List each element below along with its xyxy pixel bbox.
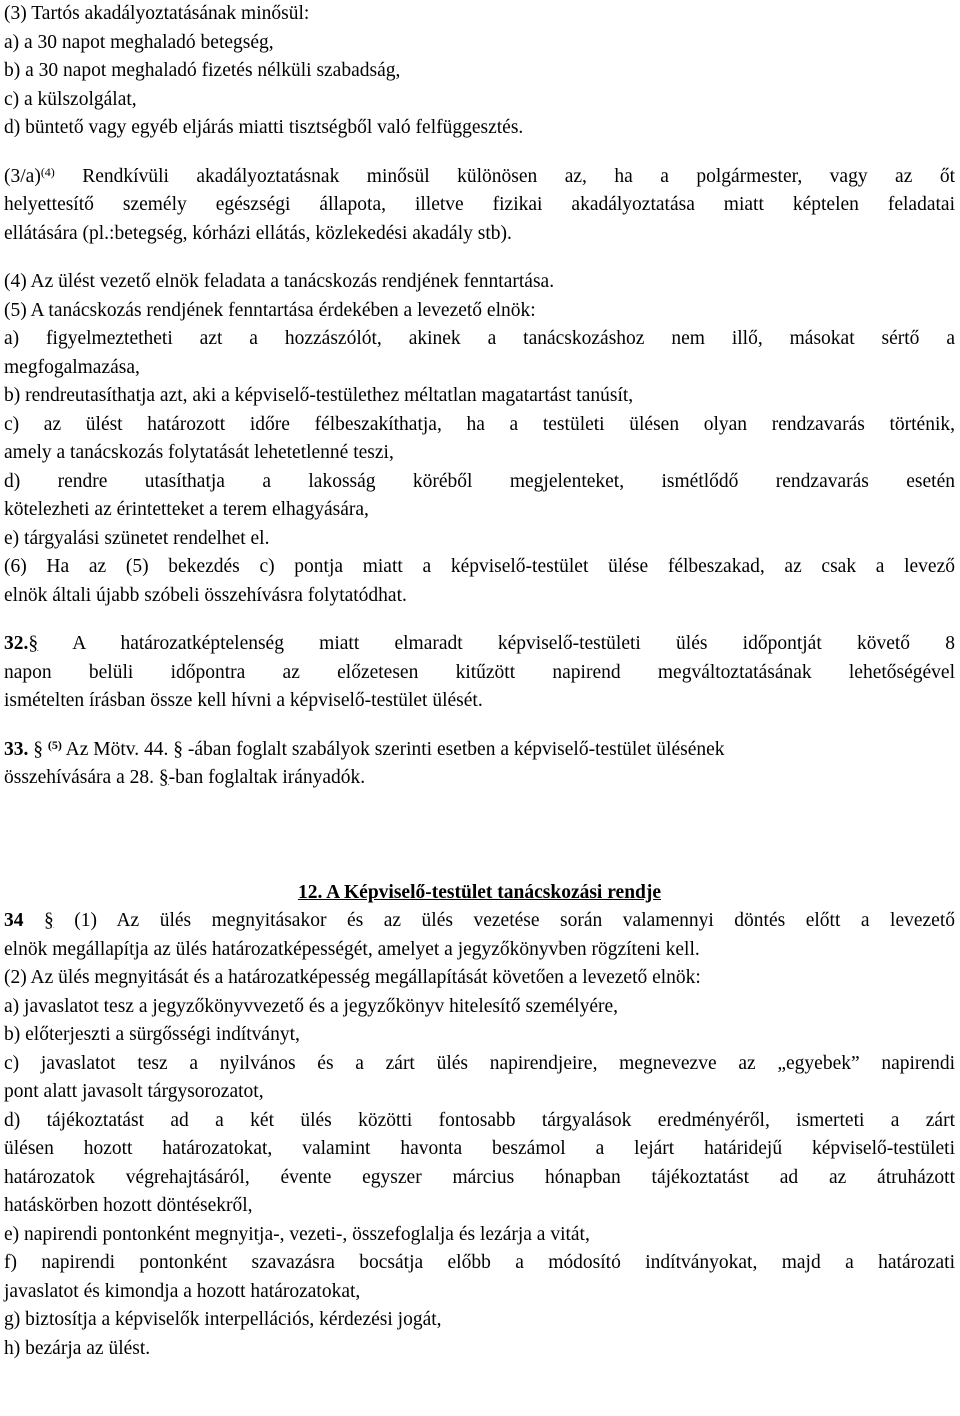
list-item: javaslatot és kimondja a hozott határozatokat, <box>4 1280 361 1302</box>
paragraph-line <box>4 630 955 659</box>
list-item: c) a külszolgálat, <box>4 88 137 110</box>
paragraph-line: helyettesítő személy egészségi állapota, illetve fizikai akadályoztatása miatt képtelen feladatai <box>4 194 955 215</box>
document-page <box>4 0 955 1363</box>
paragraph-text: A határozatképtelenség miatt elmaradt képviselő-testületi ülés időpontját követő 8 <box>38 633 955 654</box>
chapter-heading <box>4 879 955 908</box>
paragraph-text: összehívására a 28. <box>4 767 159 788</box>
paragraph-prefix: (3/a) <box>4 165 41 187</box>
list-item: a) javaslatot tesz a jegyzőkönyvvezető és a jegyzőkönyv hitelesítő személyére, <box>4 995 619 1017</box>
paragraph-line: elnök általi újabb szóbeli összehívásra folytatódhat. <box>4 584 407 606</box>
section-sign: § <box>28 633 39 654</box>
list-item: f) napirendi pontonként szavazásra bocsátja előbb a módosító indítványokat, majd a határozati <box>4 1252 955 1273</box>
list-item: c) javaslatot tesz a nyilvános és a zárt ülés napirendjeire, megnevezve az „egyebek” napirendi <box>4 1052 955 1074</box>
paragraph-line <box>4 764 955 793</box>
paragraph-line <box>4 163 955 192</box>
list-item: h) bezárja az ülést. <box>4 1337 151 1359</box>
section-sign: § <box>33 738 43 760</box>
paragraph-line: (3) Tartós akadályoztatásának minősül: <box>4 3 310 24</box>
list-item: hatáskörben hozott döntésekről, <box>4 1195 253 1216</box>
section-sign: § <box>158 767 169 788</box>
list-item: amely a tanácskozás folytatását lehetetlenné teszi, <box>4 442 394 463</box>
list-item: b) a 30 napot meghaladó fizetés nélküli szabadság, <box>4 60 401 81</box>
paragraph-text: Az Mötv. 44. <box>61 738 174 760</box>
paragraph-text: -ában foglalt szabályok szerinti esetben a képviselő-testület ülésének <box>183 738 725 760</box>
chapter-title: 12. A Képviselő-testület tanácskozási rendje <box>297 881 662 903</box>
list-item: a) figyelmeztetheti azt a hozzászólót, akinek a tanácskozáshoz nem illő, másokat sértő a <box>4 328 955 349</box>
paragraph-line: (4) Az ülést vezető elnök feladata a tanácskozás rendjének fenntartása. <box>4 271 555 292</box>
section-sign: § <box>44 910 54 931</box>
paragraph-line <box>4 736 955 765</box>
list-item: kötelezheti az érintetteket a terem elhagyására, <box>4 499 369 520</box>
paragraph-line: (2) Az ülés megnyitását és a határozatképesség megállapítását követően a levezető elnök: <box>4 967 701 988</box>
paragraph-line: ellátására (pl.:betegség, kórházi ellátás, közlekedési akadály stb). <box>4 222 512 244</box>
list-item: ülésen hozott határozatokat, valamint havonta beszámol a lejárt határidejű képviselő-testületi <box>4 1138 955 1159</box>
section-number: 32. <box>4 633 29 654</box>
list-item: d) büntető vagy egyéb eljárás miatti tisztségből való felfüggesztés. <box>4 117 524 138</box>
list-item: c) az ülést határozott időre félbeszakíthatja, ha a testületi ülésen olyan rendzavarás történik, <box>4 413 955 435</box>
list-item: megfogalmazása, <box>4 356 140 378</box>
list-item: b) előterjeszti a sürgősségi indítványt, <box>4 1024 300 1045</box>
footnote-marker: (5) <box>47 737 62 752</box>
list-item: g) biztosítja a képviselők interpellációs, kérdezési jogát, <box>4 1309 442 1330</box>
list-item: e) napirendi pontonként megnyitja-, vezeti-, összefoglalja és lezárja a vitát, <box>4 1223 590 1245</box>
list-item: d) rendre utasíthatja a lakosság köréből megjelenteket, ismétlődő rendzavarás esetén <box>4 470 955 492</box>
list-item: határozatok végrehajtásáról, évente egyszer március hónapban tájékoztatást ad az átruházott <box>4 1166 955 1188</box>
paragraph-line: elnök megállapítja az ülés határozatképességét, amelyet a jegyzőkönyvben rögzíteni kell. <box>4 938 700 960</box>
paragraph-line: ismételten írásban össze kell hívni a képviselő-testület ülését. <box>4 690 483 711</box>
list-item: a) a 30 napot meghaladó betegség, <box>4 31 274 53</box>
list-item: e) tárgyalási szünetet rendelhet el. <box>4 527 270 549</box>
section-number: 33. <box>4 738 29 760</box>
list-item: b) rendreutasíthatja azt, aki a képviselő-testülethez méltatlan magatartást tanúsít, <box>4 385 634 406</box>
paragraph-text: Rendkívüli akadályoztatásnak minősül különösen az, ha a polgármester, vagy az őt <box>54 165 955 187</box>
list-item: pont alatt javasolt tárgysorozatot, <box>4 1081 264 1102</box>
paragraph-text: (1) Az ülés megnyitásakor és az ülés vezetése során valamennyi döntés előtt a levezető <box>53 910 955 931</box>
section-number: 34 <box>4 910 24 931</box>
paragraph-line: (5) A tanácskozás rendjének fenntartása érdekében a levezető elnök: <box>4 299 536 321</box>
section-sign: § <box>173 738 184 760</box>
paragraph-line <box>4 907 955 936</box>
list-item: d) tájékoztatást ad a két ülés közötti fontosabb tárgyalások eredményéről, ismerteti a zárt <box>4 1109 955 1131</box>
paragraph-line: napon belüli időpontra az előzetesen kitűzött napirend megváltoztatásának lehetőségével <box>4 661 955 683</box>
paragraph-line: (6) Ha az (5) bekezdés c) pontja miatt a képviselő-testület ülése félbeszakad, az csak a levező <box>4 556 955 577</box>
paragraph-text: -ban foglaltak irányadók. <box>168 767 366 788</box>
footnote-marker: (4) <box>40 164 55 179</box>
